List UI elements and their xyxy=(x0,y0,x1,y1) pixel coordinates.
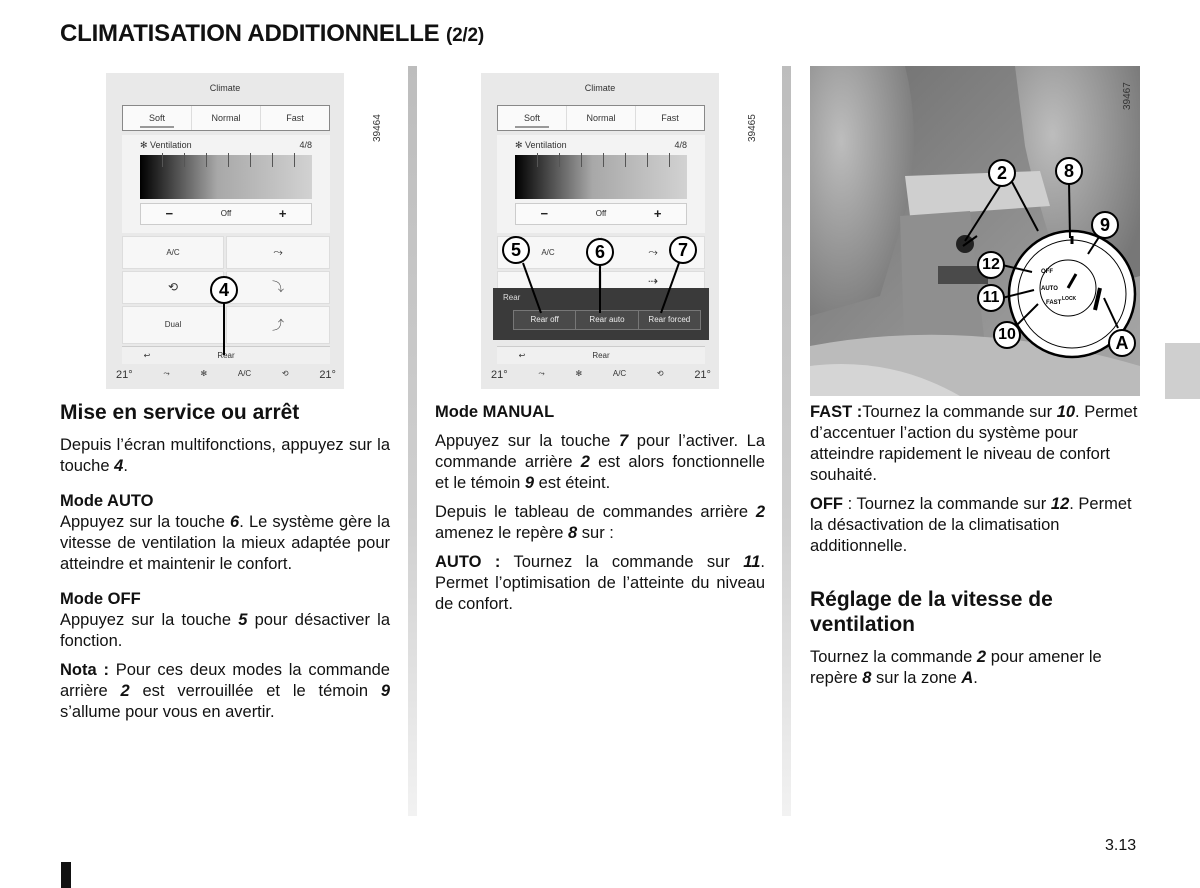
mode-label: Normal xyxy=(211,113,241,123)
minus-button[interactable]: − xyxy=(165,206,174,221)
subheading-mode-off: Mode OFF xyxy=(60,590,141,608)
dial-label-lock: LOCK xyxy=(1062,296,1077,302)
callout-11: 11 xyxy=(977,284,1005,312)
section-heading-mise-en-service: Mise en service ou arrêt xyxy=(60,401,300,424)
rear-off-button[interactable]: Rear off xyxy=(514,311,576,329)
fan-icon: ✻ xyxy=(575,369,583,378)
dial-label-auto: AUTO xyxy=(1041,286,1058,292)
airflow-feet-button[interactable]: ⤵ xyxy=(226,271,330,304)
subheading-mode-manual: Mode MANUAL xyxy=(435,403,555,421)
corner-mark xyxy=(61,862,71,888)
temp-right: 21° xyxy=(694,369,711,381)
column-3 xyxy=(810,402,1140,697)
rear-auto-button[interactable]: Rear auto xyxy=(576,311,638,329)
callout-9: 9 xyxy=(1091,211,1119,239)
status-ac: A/C xyxy=(612,369,627,378)
plus-button[interactable]: + xyxy=(653,206,662,221)
rear-popup-title: Rear xyxy=(503,293,521,302)
back-icon[interactable]: ↩ xyxy=(518,351,526,360)
minus-button[interactable]: − xyxy=(540,206,549,221)
temp-left: 21° xyxy=(116,369,133,381)
callout-8: 8 xyxy=(1055,157,1083,185)
page-number: 3.13 xyxy=(1105,837,1137,854)
recirculation-status-icon: ⟲ xyxy=(281,369,289,378)
mode-label: Fast xyxy=(661,113,679,123)
ventilation-label-text: Ventilation xyxy=(150,140,192,150)
paragraph-rear-controls: Depuis le tableau de commandes arrière 2 amenez le repère 8 sur : xyxy=(435,503,765,542)
rear-console-photo xyxy=(810,66,1140,396)
airflow-face-button[interactable]: ⤳ xyxy=(226,236,330,269)
mode-label: Normal xyxy=(586,113,616,123)
screen-figure-1 xyxy=(106,73,344,389)
rear-button[interactable]: Rear xyxy=(592,351,610,360)
ventilation-value: 4/8 xyxy=(674,140,687,150)
page-title-text: CLIMATISATION ADDITIONNELLE xyxy=(60,20,440,47)
callout-4: 4 xyxy=(210,276,238,304)
rear-forced-button[interactable]: Rear forced xyxy=(639,311,700,329)
airflow-icon: ⤳ xyxy=(163,369,170,378)
callout-5: 5 xyxy=(502,236,530,264)
ventilation-value: 4/8 xyxy=(299,140,312,150)
mode-label: Soft xyxy=(148,113,165,123)
fan-icon: ✻ xyxy=(200,369,208,378)
screen-title: Climate xyxy=(584,83,616,93)
back-icon[interactable]: ↩ xyxy=(143,351,151,360)
column-1 xyxy=(60,400,390,731)
temp-left: 21° xyxy=(491,369,508,381)
paragraph-nota: Nota : Pour ces deux modes la commande arrière 2 est verrouillée et le témoin 9 s’allume pour vous en avertir. xyxy=(60,661,391,721)
column-divider xyxy=(782,66,791,816)
ac-button[interactable]: A/C xyxy=(122,236,224,269)
callout-2: 2 xyxy=(988,159,1016,187)
paragraph-intro: Depuis l’écran multifonctions, appuyez sur la touche 4. xyxy=(60,436,390,475)
screen-figure-2 xyxy=(481,73,719,389)
recirculation-icon[interactable]: ⟲ xyxy=(122,271,224,304)
callout-6: 6 xyxy=(586,238,614,266)
off-button[interactable]: Off xyxy=(595,209,607,218)
column-2 xyxy=(435,402,765,623)
mode-label: Fast xyxy=(286,113,304,123)
temp-right: 21° xyxy=(319,369,336,381)
ventilation-label: ✻ Ventilation xyxy=(515,140,567,150)
paragraph-mode-off: Appuyez sur la touche 5 pour désactiver la fonction. xyxy=(60,611,390,650)
paragraph-manual: Appuyez sur la touche 7 pour l’activer. La commande arrière 2 est alors fonctionnelle et le témoin 9 est éteint. xyxy=(435,432,765,492)
off-button[interactable]: Off xyxy=(220,209,232,218)
figure-id-label: 39467 xyxy=(1122,82,1133,110)
section-heading-reglage: Réglage de la vitesse de ventilation xyxy=(810,588,1053,636)
recirculation-status-icon: ⟲ xyxy=(656,369,664,378)
paragraph-auto: AUTO : Tournez la commande sur 11. Permet l’optimisation de l’atteinte du niveau de confort. xyxy=(435,553,765,613)
dial-label-fast: FAST xyxy=(1046,300,1062,306)
callout-12: 12 xyxy=(977,251,1005,279)
paragraph-mode-auto: Appuyez sur la touche 6. Le système gère la vitesse de ventilation la mieux adaptée pour atteindre et maintenir le confort. xyxy=(60,513,390,573)
callout-a: A xyxy=(1108,329,1136,357)
callout-leader-lines xyxy=(106,73,344,389)
ventilation-label: ✻ Ventilation xyxy=(140,140,192,150)
chapter-tab-marker xyxy=(1165,343,1200,399)
airflow-feet-button[interactable]: ⇢ xyxy=(601,271,705,291)
callout-10: 10 xyxy=(993,321,1021,349)
page-title xyxy=(60,20,484,48)
mode-label: Soft xyxy=(523,113,540,123)
paragraph-off: OFF : Tournez la commande sur 12. Permet la désactivation de la climatisation additionnelle. xyxy=(810,495,1132,555)
subheading-mode-auto: Mode AUTO xyxy=(60,492,154,510)
control-dial-diagram xyxy=(810,66,1140,396)
paragraph-fast: FAST :Tournez la commande sur 10. Permet d’accentuer l’action du système pour atteindre rapidement le niveau de confort souhaité. xyxy=(810,403,1138,484)
callout-leader-lines xyxy=(481,73,719,389)
figure-id-label: 39464 xyxy=(372,114,383,142)
rear-button[interactable]: Rear xyxy=(217,351,235,360)
ac-button[interactable]: A/C xyxy=(497,236,599,269)
figure-id-label: 39465 xyxy=(747,114,758,142)
airflow-windshield-button[interactable]: ⤴ xyxy=(226,306,330,344)
column-divider xyxy=(408,66,417,816)
airflow-face-button[interactable]: ⤳ xyxy=(601,236,705,269)
paragraph-reglage: Tournez la commande 2 pour amener le repère 8 sur la zone A. xyxy=(810,648,1102,687)
page-title-suffix: (2/2) xyxy=(445,25,485,46)
ventilation-label-text: Ventilation xyxy=(525,140,567,150)
airflow-icon: ⤳ xyxy=(538,369,545,378)
status-ac: A/C xyxy=(237,369,252,378)
dual-button[interactable]: Dual xyxy=(122,306,224,344)
plus-button[interactable]: + xyxy=(278,206,287,221)
screen-title: Climate xyxy=(209,83,241,93)
dial-label-off: OFF xyxy=(1041,269,1053,275)
callout-7: 7 xyxy=(669,236,697,264)
